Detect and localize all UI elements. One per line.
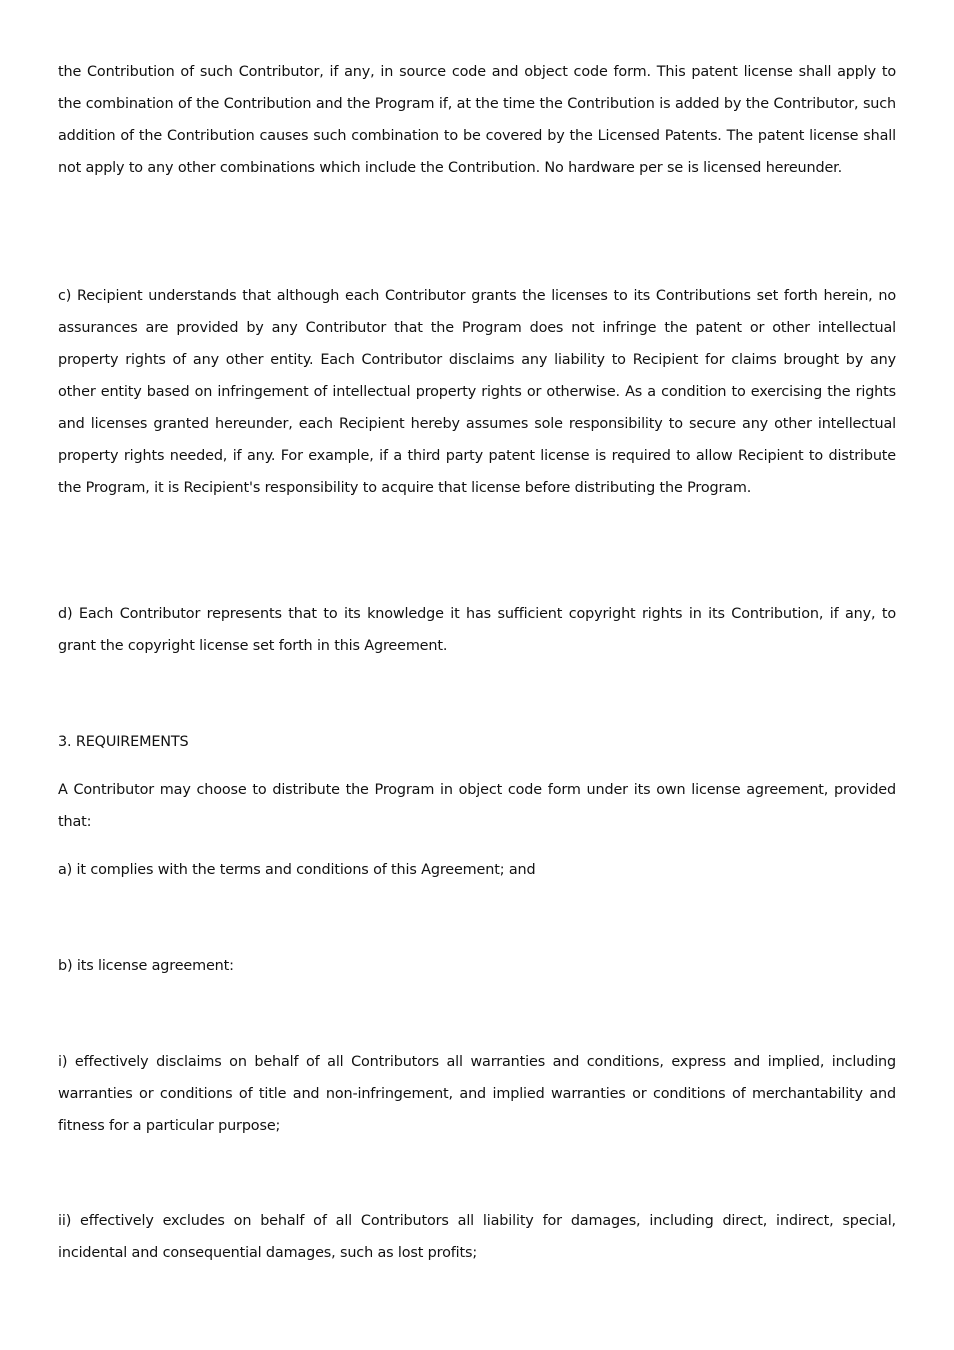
clause-c-paragraph: c) Recipient understands that although each Contributor grants the licenses to its Contributions set forth herein, no assurances are provided by any Contributor that the Program does not infringe the patent or other intellectual property rights of any other entity. Each Contributor disclaims any liability to Recipient for claims brought by any other entity based on infringement of intellectual property rights or otherwise. As a condition to exercising the rights and licenses granted hereunder, each Recipient hereby assumes sole responsibility to secure any other intellectual property rights needed, if any. For example, if a third party patent license is required to allow Recipient to distribute the Program, it is Recipient's responsibility to acquire that license before distributing the Program. xyxy=(58,288,896,496)
clause-a-paragraph: a) it complies with the terms and conditions of this Agreement; and xyxy=(58,862,536,878)
clause-i-paragraph: i) effectively disclaims on behalf of all Contributors all warranties and conditions, express and implied, including warranties or conditions of title and non-infringement, and implied warranties or conditions of merchantability and fitness for a particular purpose; xyxy=(58,1054,896,1134)
patent-license-paragraph: the Contribution of such Contributor, if any, in source code and object code form. This patent license shall apply to the combination of the Contribution and the Program if, at the time the Contribution is added by the Contributor, such addition of the Contribution causes such combination to be covered by the Licensed Patents. The patent license shall not apply to any other combinations which include the Contribution. No hardware per se is licensed hereunder. xyxy=(58,64,896,176)
clause-ii-paragraph: ii) effectively excludes on behalf of all Contributors all liability for damages, including direct, indirect, special, incidental and consequential damages, such as lost profits; xyxy=(58,1213,896,1261)
section-heading-requirements: 3. REQUIREMENTS xyxy=(58,734,189,750)
clause-d-paragraph: d) Each Contributor represents that to its knowledge it has sufficient copyright rights in its Contribution, if any, to grant the copyright license set forth in this Agreement. xyxy=(58,606,896,654)
clause-b-paragraph: b) its license agreement: xyxy=(58,958,234,974)
requirements-intro-paragraph: A Contributor may choose to distribute the Program in object code form under its own license agreement, provided that: xyxy=(58,782,896,830)
